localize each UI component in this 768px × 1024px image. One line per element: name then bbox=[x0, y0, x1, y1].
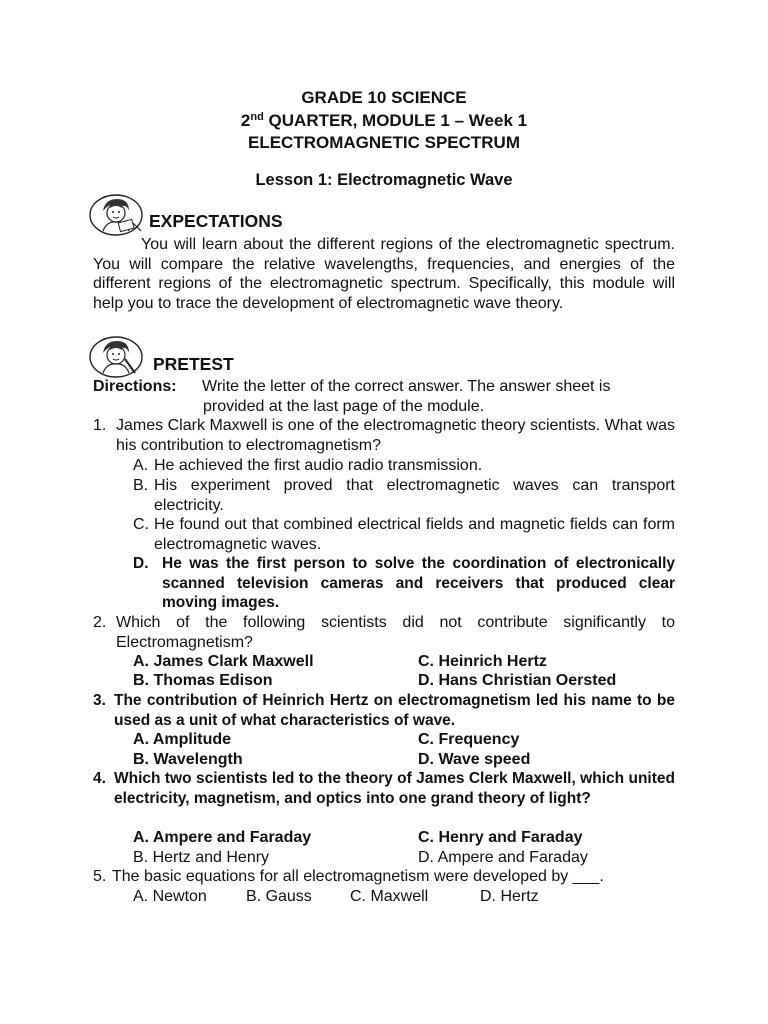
quarter-number: 2 bbox=[240, 111, 251, 130]
quarter-title bbox=[0, 111, 768, 131]
q2-option-d[interactable]: D. Hans Christian Oersted bbox=[418, 672, 617, 689]
question-text: Which of the following scientists did not contribute significantly to Electromagnetism? bbox=[116, 614, 675, 651]
option-letter: C. bbox=[133, 516, 149, 533]
option-text: He found out that combined electrical fields and magnetic fields can form electromagnetic waves. bbox=[154, 516, 675, 553]
q2-option-b[interactable]: B. Thomas Edison bbox=[133, 672, 273, 689]
question-number: 4. bbox=[93, 770, 106, 787]
q3-option-d[interactable]: D. Wave speed bbox=[418, 751, 531, 768]
expectations-paragraph bbox=[93, 235, 675, 313]
option-letter: A. bbox=[133, 457, 149, 474]
q5-option-a[interactable]: A. Newton bbox=[133, 888, 207, 905]
student-writing-icon bbox=[89, 335, 145, 379]
directions-text-line2: provided at the last page of the module. bbox=[203, 398, 485, 415]
q5-option-c[interactable]: C. Maxwell bbox=[350, 888, 429, 905]
question-text: James Clark Maxwell is one of the electromagnetic theory scientists. What was his contribution to electromagnetism? bbox=[116, 417, 675, 454]
q2-option-c[interactable]: C. Heinrich Hertz bbox=[418, 653, 547, 670]
lesson-title: Lesson 1: Electromagnetic Wave bbox=[255, 171, 513, 189]
q3-option-b[interactable]: B. Wavelength bbox=[133, 751, 243, 768]
question-text: Which two scientists led to the theory of James Clerk Maxwell, which united electricity, magnetism, and optics into one grand theory of light? bbox=[114, 770, 675, 807]
grade-title: GRADE 10 SCIENCE bbox=[301, 88, 467, 107]
option-letter: B. bbox=[133, 477, 149, 494]
option-text: He was the first person to solve the coordination of electronically scanned television cameras and receivers that produced clear moving images. bbox=[162, 555, 675, 612]
q4-option-b[interactable]: B. Hertz and Henry bbox=[133, 849, 270, 866]
pretest-heading: PRETEST bbox=[153, 354, 234, 374]
question-text: The contribution of Heinrich Hertz on electromagnetism led his name to be used as a unit of what characteristics of wave. bbox=[114, 692, 675, 729]
q3-option-c[interactable]: C. Frequency bbox=[418, 731, 520, 748]
q5-option-b[interactable]: B. Gauss bbox=[246, 888, 312, 905]
q4-option-c[interactable]: C. Henry and Faraday bbox=[418, 829, 583, 846]
q2-option-a[interactable]: A. James Clark Maxwell bbox=[133, 653, 314, 670]
quarter-suffix: nd bbox=[250, 111, 264, 123]
q4-option-d[interactable]: D. Ampere and Faraday bbox=[418, 849, 588, 866]
student-reading-icon bbox=[89, 193, 145, 237]
directions-text-line1: Write the letter of the correct answer. The answer sheet is bbox=[202, 378, 611, 395]
option-text: His experiment proved that electromagnetic waves can transport electricity. bbox=[154, 477, 675, 514]
question-5-text: The basic equations for all electromagnetism were developed by ___. bbox=[112, 868, 604, 885]
question-number: 3. bbox=[93, 692, 106, 709]
option-letter: D. bbox=[133, 555, 149, 572]
question-1 bbox=[93, 416, 675, 456]
q4-option-a[interactable]: A. Ampere and Faraday bbox=[133, 829, 312, 846]
q5-option-d[interactable]: D. Hertz bbox=[480, 888, 539, 905]
quarter-rest: QUARTER, MODULE 1 – Week 1 bbox=[263, 111, 528, 130]
option-text: He achieved the first audio radio transmission. bbox=[154, 457, 483, 474]
q3-option-a[interactable]: A. Amplitude bbox=[133, 731, 232, 748]
module-title: ELECTROMAGNETIC SPECTRUM bbox=[248, 133, 520, 152]
directions-label: Directions: bbox=[93, 378, 177, 395]
question-number: 2. bbox=[93, 614, 107, 631]
question-number: 1. bbox=[93, 417, 107, 434]
question-5-number: 5. bbox=[93, 868, 107, 885]
expectations-heading: EXPECTATIONS bbox=[149, 211, 283, 231]
expectations-text: You will learn about the different regions of the electromagnetic spectrum. You will compare the relative wavelengths, frequencies, and energies of the different regions of the electromagnetic spectrum. Specifically, this module will help you to trace the development of electromagnetic wave theory. bbox=[93, 236, 675, 312]
